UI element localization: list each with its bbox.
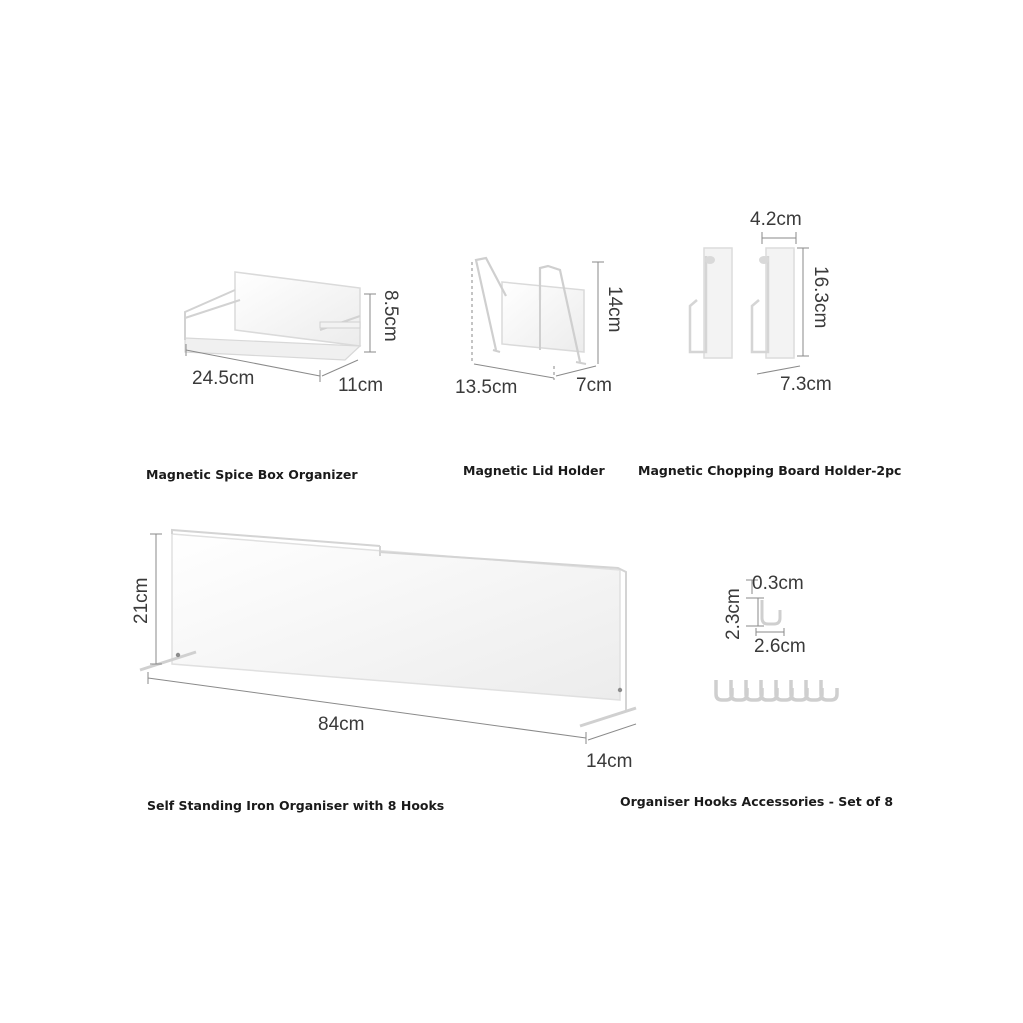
lid-holder-width-label: 13.5cm: [455, 377, 518, 398]
hooks-set-illustration: [716, 680, 837, 700]
board-holder-caption: Magnetic Chopping Board Holder-2pc: [638, 463, 902, 478]
spice-box-caption: Magnetic Spice Box Organizer: [146, 467, 358, 482]
board-holder-height-label: 16.3cm: [810, 266, 831, 329]
iron-organiser-illustration: [140, 530, 636, 726]
iron-organiser-caption: Self Standing Iron Organiser with 8 Hooks: [147, 798, 445, 813]
iron-organiser-depth-label: 14cm: [586, 751, 633, 772]
hook-width-label: 2.6cm: [754, 636, 806, 657]
hook-height-label: 2.3cm: [723, 588, 744, 640]
spice-box-width-label: 24.5cm: [192, 368, 255, 389]
lid-holder-caption: Magnetic Lid Holder: [463, 463, 605, 478]
spice-box-depth-label: 11cm: [338, 375, 384, 396]
lid-holder-height-label: 14cm: [604, 286, 625, 333]
spice-box-illustration: [185, 272, 360, 360]
iron-organiser-height-label: 21cm: [131, 577, 152, 624]
board-holder-depth-label: 7.3cm: [780, 374, 832, 395]
hooks-caption: Organiser Hooks Accessories - Set of 8: [620, 794, 894, 809]
lid-holder-illustration: [476, 258, 586, 364]
lid-holder-depth-label: 7cm: [576, 375, 612, 396]
iron-organiser-width-label: 84cm: [318, 714, 365, 735]
board-holder-illustration: [690, 248, 794, 358]
hook-thickness-label: 0.3cm: [752, 573, 804, 594]
board-holder-width-label: 4.2cm: [750, 209, 802, 230]
hook-detail-illustration: [762, 600, 780, 624]
spice-box-height-label: 8.5cm: [380, 290, 401, 342]
